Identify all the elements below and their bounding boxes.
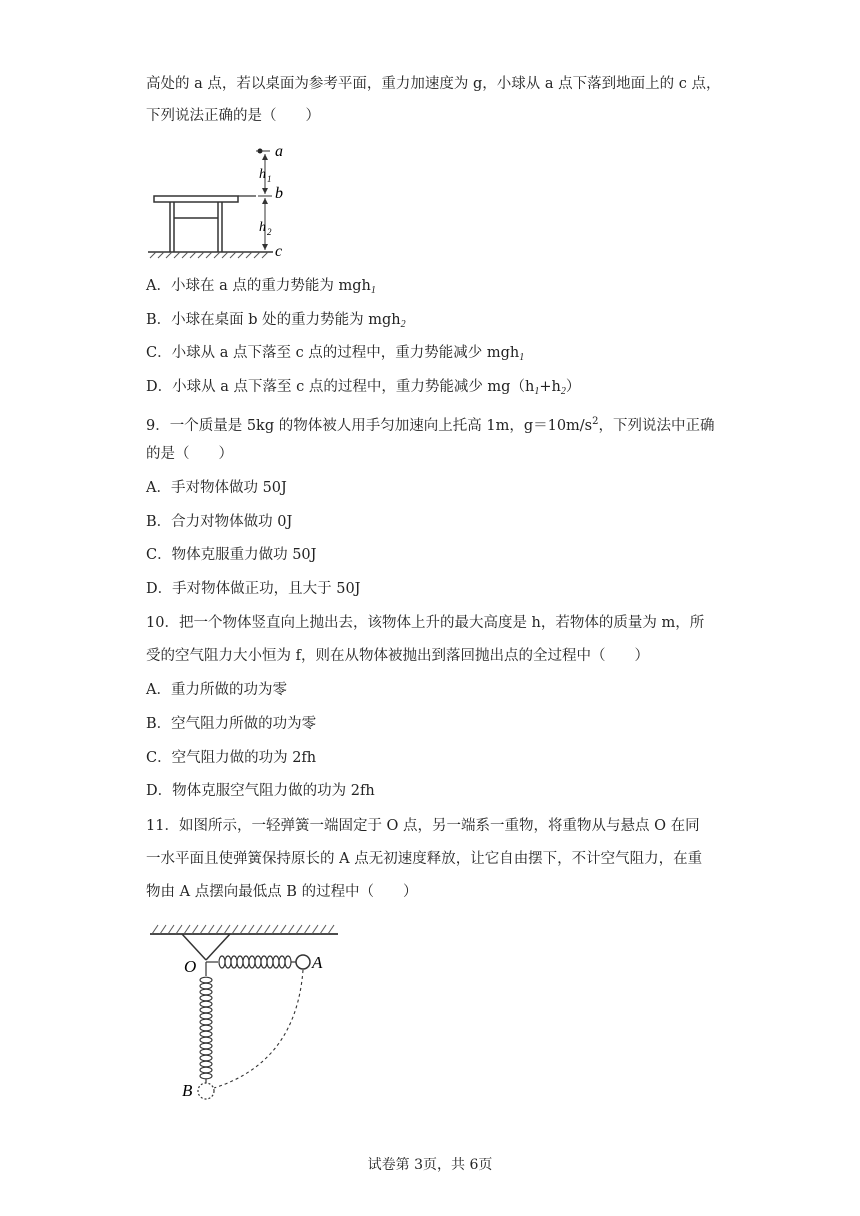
q11-stem-line2: 一水平面且使弹簧保持原长的 A 点无初速度释放，让它自由摆下，不计空气阻力，在重 xyxy=(146,851,703,867)
q8-label-c: c xyxy=(275,243,283,260)
q8-label-h2: h xyxy=(259,220,266,235)
q8-option-c: C．小球从 a 点下落至 c 点的过程中，重力势能减少 mgh$_1$ xyxy=(146,345,525,363)
page-footer: 试卷第 3页，共 6页 xyxy=(367,1157,493,1173)
q11-spring-figure xyxy=(146,922,346,1102)
q8-label-a: a xyxy=(275,143,283,160)
q8-label-b: b xyxy=(275,185,283,202)
q9-option-b: B．合力对物体做功 0J xyxy=(146,514,293,530)
q8-option-d: D．小球从 a 点下落至 c 点的过程中，重力势能减少 $mg(h_1+h_2)$ xyxy=(146,379,581,397)
q10-option-c: C．空气阻力做的功为 2fh xyxy=(146,750,317,766)
q8-option-b: B．小球在桌面 b 处的重力势能为 mgh$_2$ xyxy=(146,312,406,330)
q11-stem-line1: 11．如图所示，一轻弹簧一端固定于 O 点，另一端系一重物，将重物从与悬点 O 在同 xyxy=(146,818,700,834)
q10-stem-line1: 10．把一个物体竖直向上抛出去，该物体上升的最大高度是 h，若物体的质量为 m，所 xyxy=(146,615,705,631)
q10-stem-line2: 受的空气阻力大小恒为 f，则在从物体被抛出到落回抛出点的全过程中（ ） xyxy=(146,648,649,664)
q8-label-h1-sub: 1 xyxy=(267,174,272,184)
q9-option-d: D．手对物体做正功，且大于 50J xyxy=(146,581,361,597)
q8-stem-line1: 高处的 a 点，若以桌面为参考平面，重力加速度为 g，小球从 a 点下落到地面上的 c 点， xyxy=(146,76,721,92)
q11-label-b: B xyxy=(182,1081,193,1100)
q9-stem-line2: 的是（ ） xyxy=(146,446,233,462)
q8-label-h2-sub: 2 xyxy=(267,227,272,237)
q8-label-h1: h xyxy=(259,167,266,182)
q11-stem-line3: 物由 A 点摆向最低点 B 的过程中（ ） xyxy=(146,884,418,900)
q10-option-a: A．重力所做的功为零 xyxy=(146,682,287,698)
q9-option-c: C．物体克服重力做功 50J xyxy=(146,547,317,563)
q8-option-a: A．小球在 a 点的重力势能为 mgh$_1$ xyxy=(146,278,376,296)
q8-table-figure xyxy=(148,140,298,266)
q11-label-o: O xyxy=(184,957,197,976)
q9-option-a: A．手对物体做功 50J xyxy=(146,480,287,496)
q11-label-a: A xyxy=(312,953,323,972)
q10-option-d: D．物体克服空气阻力做的功为 2fh xyxy=(146,783,375,799)
q9-stem-line1: 9．一个质量是 5kg 的物体被人用手匀加速向上托高 1m，$g=10m/s^2$，下列说法中正确 xyxy=(146,416,715,434)
q8-stem-line2: 下列说法正确的是（ ） xyxy=(146,108,320,124)
q10-option-b: B．空气阻力所做的功为零 xyxy=(146,716,317,732)
